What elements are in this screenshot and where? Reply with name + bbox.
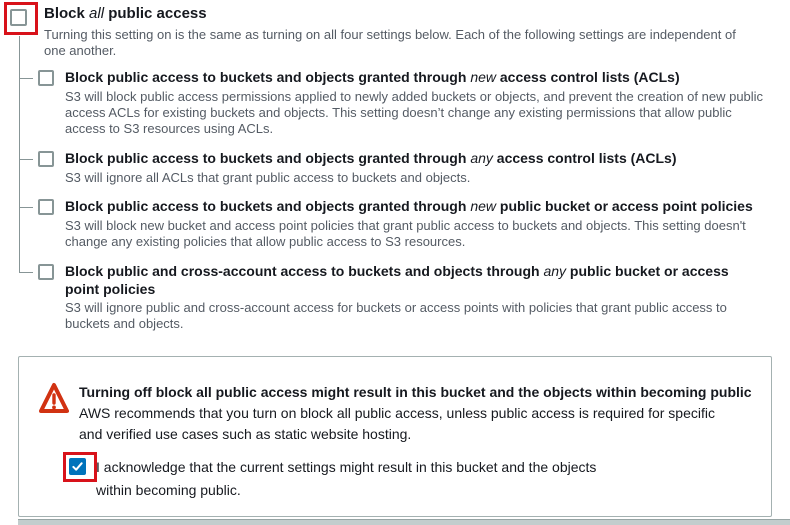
warning-triangle-icon (39, 382, 69, 415)
block-any-policies-description: S3 will ignore public and cross-account access for buckets or access points with policies that grant public access to buckets and objects. (65, 300, 727, 331)
annotation-highlight-acknowledge-checkbox (63, 452, 97, 482)
title-text: Block public and cross-account access to buckets and objects through (65, 263, 540, 279)
block-any-acls-checkbox[interactable] (38, 151, 54, 167)
block-new-acls-title (65, 68, 680, 86)
title-italic-text: any (543, 263, 567, 279)
title-text: Block public access to buckets and objects granted through (65, 69, 467, 85)
public-access-warning-panel (18, 356, 772, 517)
block-any-acls-title (65, 149, 677, 167)
title-text: public access (108, 5, 207, 22)
bottom-panel-edge (18, 519, 790, 525)
title-italic-text: new (470, 69, 496, 85)
block-any-policies-checkbox[interactable] (38, 264, 54, 280)
block-new-acls-description: S3 will block public access permissions applied to newly added buckets or objects, and prevent the creation of new public access ACLs for existing buckets and objects. This setting doesn’t change any existing permissions that allow public access to S3 resources using ACLs. (65, 89, 764, 136)
warning-title: Turning off block all public access might result in this bucket and the objects within becoming public (79, 384, 752, 400)
block-new-policies-description: S3 will block new bucket and access point policies that grant public access to buckets and objects. This setting doesn't change any existing policies that allow public access to S3 resources. (65, 218, 746, 249)
title-text: public bucket or access point policies (499, 198, 753, 214)
title-text: access control lists (ACLs) (496, 150, 677, 166)
acknowledge-label[interactable]: I acknowledge that the current settings might result in this bucket and the objects within becoming public. (96, 459, 597, 498)
tree-line-branch (19, 159, 33, 160)
title-italic-text: any (470, 150, 493, 166)
tree-line-branch (19, 207, 33, 208)
annotation-highlight-main-checkbox (4, 2, 38, 35)
block-all-public-access-title (44, 5, 207, 23)
title-text: access control lists (ACLs) (499, 69, 680, 85)
block-any-acls-description: S3 will ignore all ACLs that grant public access to buckets and objects. (65, 170, 471, 185)
block-any-policies-title (65, 262, 755, 298)
title-text: Block public access to buckets and objects granted through (65, 150, 467, 166)
block-new-policies-checkbox[interactable] (38, 199, 54, 215)
title-italic-text: new (470, 198, 496, 214)
tree-line-branch (19, 272, 33, 273)
tree-line-branch (19, 78, 33, 79)
block-new-acls-checkbox[interactable] (38, 70, 54, 86)
title-text: public bucket or access point policies (65, 263, 729, 297)
block-all-public-access-description: Turning this setting on is the same as turning on all four settings below. Each of the following settings are independent of one another. (44, 27, 736, 58)
title-italic-text: all (89, 5, 105, 22)
block-new-policies-title (65, 197, 753, 215)
title-text: Block (44, 5, 85, 22)
title-text: Block public access to buckets and objects granted through (65, 198, 467, 214)
warning-body: AWS recommends that you turn on block all public access, unless public access is required for specific and verified use cases such as static website hosting. (79, 405, 715, 442)
tree-line-vertical (19, 36, 20, 273)
